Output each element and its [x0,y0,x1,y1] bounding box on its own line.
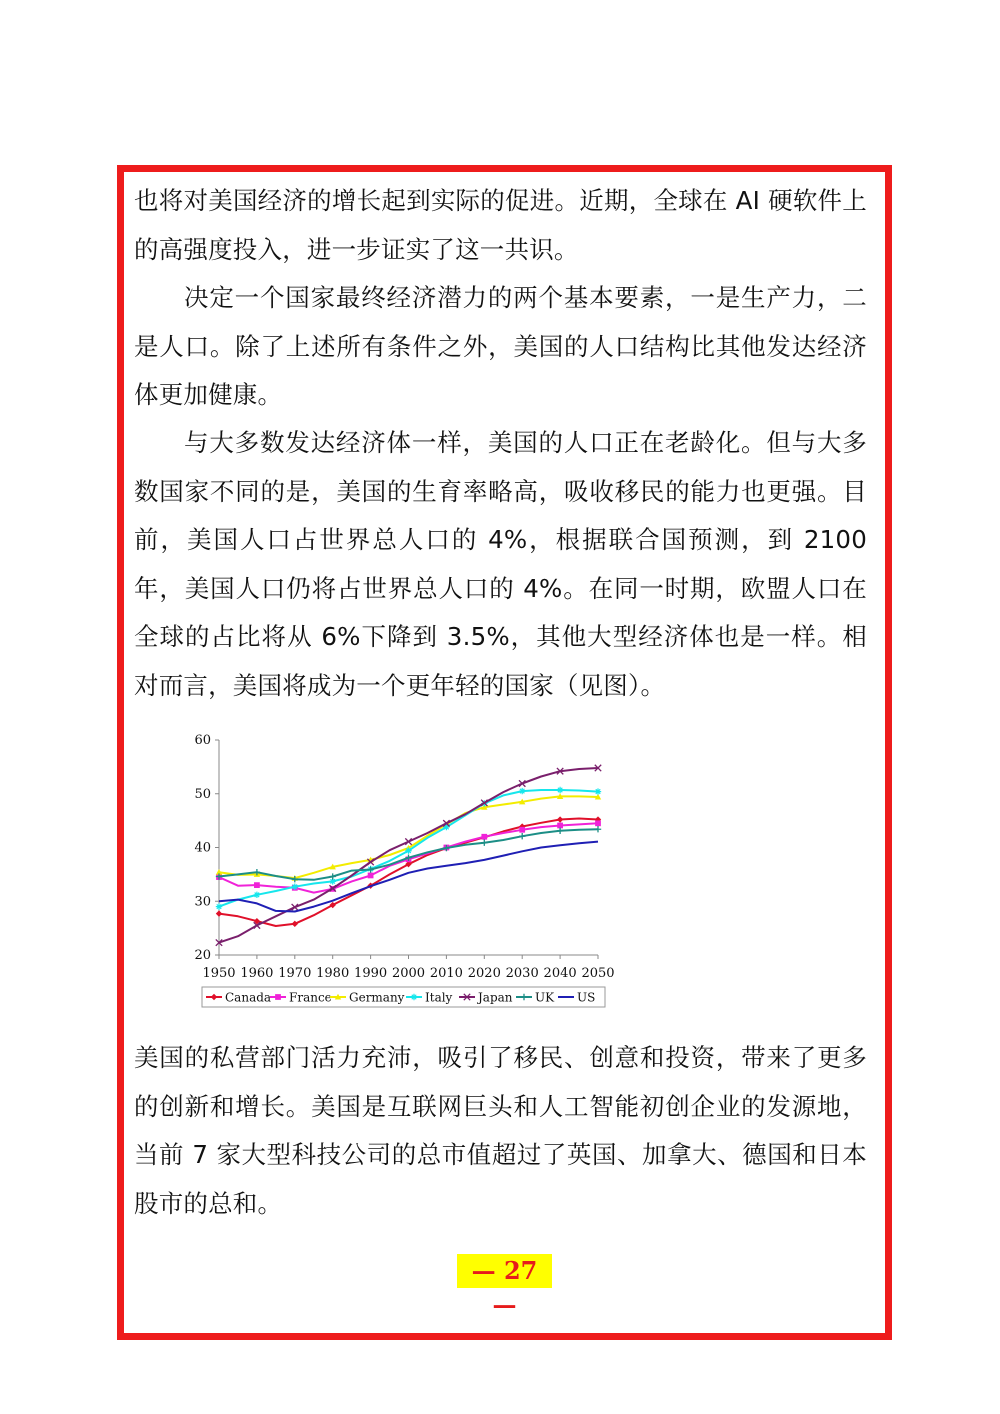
data-point-uk [481,839,487,845]
legend-label-france: France [289,990,332,1005]
data-point-uk [330,873,336,879]
data-point-france [481,834,487,840]
data-point-uk [595,826,601,832]
paragraph-3: 与大多数发达经济体一样，美国的人口正在老龄化。但与大多数国家不同的是，美国的生育率略高，吸收移民的能力也更强。目前，美国人口占世界总人口的 4%，根据联合国预测，到 2100 年，美国人口仍将占世界总人口的 4%。在同一时期，欧盟人口在全球的占比将从 6%下降到 3.5%，其他大型经济体也是一样。相对而言，美国将成为一个更年轻的国家（见图）。 [134,428,867,700]
paragraph-1: 也将对美国经济的增长起到实际的促进。近期，全球在 AI 硬软件上的高强度投入，进一步证实了这一共识。 [134,186,867,264]
data-point-italy [519,788,525,794]
y-tick-label: 60 [194,733,211,748]
y-tick-label: 20 [194,948,211,963]
population-age-chart [180,725,620,1025]
paragraph-2: 决定一个国家最终经济潜力的两个基本要素，一是生产力，二是人口。除了上述所有条件之外，美国的人口结构比其他发达经济体更加健康。 [134,283,867,409]
data-point-uk [557,828,563,834]
data-point-italy [292,884,298,890]
x-tick-label: 1950 [202,966,236,981]
x-tick-label: 2010 [429,966,463,981]
data-point-france [368,873,374,879]
data-point-italy [254,892,260,898]
data-point-france [519,827,525,833]
paragraph-4: 美国的私营部门活力充沛，吸引了移民、创意和投资，带来了更多的创新和增长。美国是互联网巨头和人工智能初创企业的发源地，当前 7 家大型科技公司的总市值超过了英国、加拿大、德国和日本股市的总和。 [134,1043,867,1218]
x-tick-label: 1980 [316,966,350,981]
x-tick-label: 2020 [467,966,501,981]
legend-label-japan: Japan [478,990,513,1005]
legend-label-germany: Germany [349,990,405,1005]
chart-svg [180,725,620,1025]
data-point-italy [405,848,411,854]
y-tick-label: 40 [194,840,211,856]
data-point-italy [595,788,601,794]
data-point-canada [216,910,222,916]
x-tick-label: 2050 [581,966,615,981]
legend-label-canada: Canada [225,990,272,1005]
data-point-france [254,882,260,888]
legend-label-uk: UK [535,990,555,1005]
data-point-france [557,823,563,829]
data-point-uk [519,833,525,839]
y-tick-label: 30 [194,894,211,910]
data-point-italy [557,787,563,793]
x-tick-label: 2000 [391,966,426,981]
y-tick-label: 50 [194,786,211,802]
data-point-canada [557,816,563,822]
x-tick-label: 2040 [543,966,577,981]
x-tick-label: 1970 [278,966,312,981]
data-point-france [595,820,601,826]
data-point-italy [216,903,222,909]
legend-marker-france [275,994,281,1000]
legend-marker-uk [521,994,527,1000]
legend-marker-canada [211,994,217,1000]
x-tick-label: 2030 [505,966,539,981]
legend-label-italy: Italy [425,990,453,1005]
x-tick-label: 1960 [240,966,274,981]
page-number: — 27 — [457,1254,552,1288]
x-tick-label: 1990 [354,966,388,981]
data-point-canada [292,921,298,927]
legend-label-us: US [577,990,596,1005]
legend-marker-italy [411,994,417,1000]
